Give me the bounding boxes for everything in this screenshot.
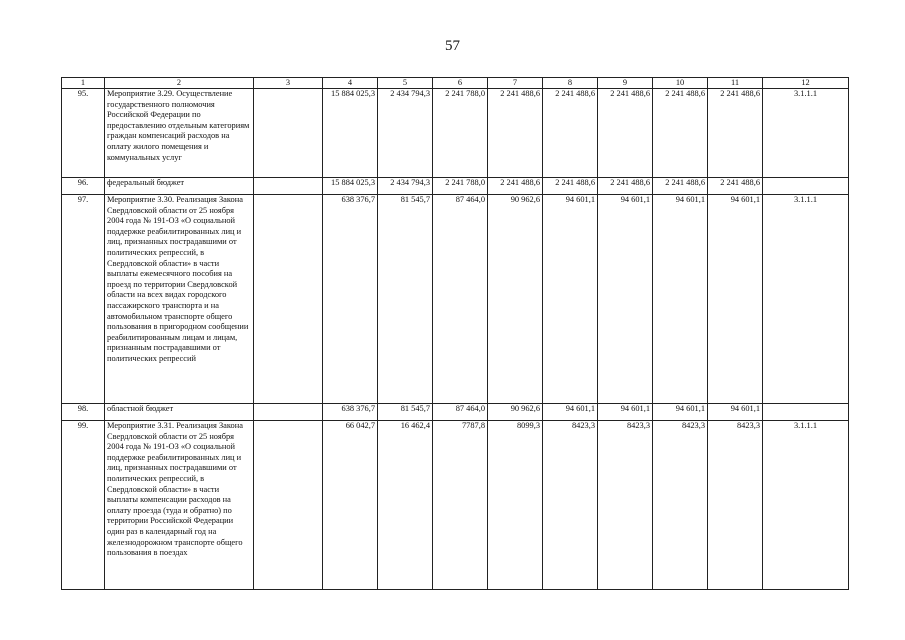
row-number: 98. xyxy=(62,404,105,421)
row-description: областной бюджет xyxy=(105,404,254,421)
row-number: 97. xyxy=(62,195,105,404)
table-row xyxy=(62,195,849,404)
column-header: 9 xyxy=(598,78,653,89)
row-amount: 8423,3 xyxy=(598,421,653,590)
row-amount: 87 464,0 xyxy=(433,195,488,404)
column-header: 12 xyxy=(763,78,849,89)
row-description: Мероприятие 3.29. Осуществление государственного полномочия Российской Федерации по предоставлению отдельным категориям граждан компенсаций расходов на оплату жилого помещения и коммунальных услуг xyxy=(105,89,254,178)
row-amount: 8423,3 xyxy=(543,421,598,590)
row-col3 xyxy=(254,195,323,404)
row-amount: 2 241 488,6 xyxy=(598,89,653,178)
row-target-code: 3.1.1.1 xyxy=(763,195,849,404)
row-amount: 94 601,1 xyxy=(708,404,763,421)
row-target-code: 3.1.1.1 xyxy=(763,421,849,590)
row-target-code xyxy=(763,404,849,421)
table-row xyxy=(62,421,849,590)
row-amount: 8423,3 xyxy=(653,421,708,590)
row-amount: 2 241 488,6 xyxy=(488,178,543,195)
row-amount: 81 545,7 xyxy=(378,195,433,404)
row-target-code xyxy=(763,178,849,195)
table-row xyxy=(62,178,849,195)
column-header: 2 xyxy=(105,78,254,89)
table-row xyxy=(62,89,849,178)
page-number: 57 xyxy=(445,38,460,54)
row-amount: 638 376,7 xyxy=(323,404,378,421)
row-col3 xyxy=(254,89,323,178)
row-amount: 15 884 025,3 xyxy=(323,89,378,178)
row-amount: 90 962,6 xyxy=(488,195,543,404)
row-amount: 66 042,7 xyxy=(323,421,378,590)
row-col3 xyxy=(254,421,323,590)
row-amount: 81 545,7 xyxy=(378,404,433,421)
row-amount: 2 241 488,6 xyxy=(543,178,598,195)
row-amount: 2 241 488,6 xyxy=(653,89,708,178)
row-amount: 8099,3 xyxy=(488,421,543,590)
row-description: Мероприятие 3.30. Реализация Закона Свердловской области от 25 ноября 2004 года № 191-ОЗ «О социальной поддержке реабилитированных лиц и лиц, признанных пострадавшими от политических репрессий, в Свердловской области» в части выплаты ежемесячного пособия на проезд по территории Свердловской области на всех видах городского пассажирского транспорта и на автомобильном транспорте общего пользования в пригородном сообщении реабилитированным лицам и лицам, признанным пострадавшими от политических репрессий xyxy=(105,195,254,404)
column-header: 6 xyxy=(433,78,488,89)
table-row xyxy=(62,404,849,421)
column-header: 7 xyxy=(488,78,543,89)
row-amount: 16 462,4 xyxy=(378,421,433,590)
row-col3 xyxy=(254,178,323,195)
row-amount: 94 601,1 xyxy=(708,195,763,404)
row-amount: 87 464,0 xyxy=(433,404,488,421)
budget-table xyxy=(61,77,849,590)
row-amount: 2 241 488,6 xyxy=(543,89,598,178)
row-amount: 2 241 488,6 xyxy=(488,89,543,178)
row-amount: 15 884 025,3 xyxy=(323,178,378,195)
row-col3 xyxy=(254,404,323,421)
row-amount: 2 241 488,6 xyxy=(708,89,763,178)
row-amount: 638 376,7 xyxy=(323,195,378,404)
row-amount: 2 434 794,3 xyxy=(378,178,433,195)
row-number: 95. xyxy=(62,89,105,178)
row-amount: 2 241 788,0 xyxy=(433,89,488,178)
column-header: 10 xyxy=(653,78,708,89)
row-number: 96. xyxy=(62,178,105,195)
row-amount: 90 962,6 xyxy=(488,404,543,421)
row-description: федеральный бюджет xyxy=(105,178,254,195)
row-number: 99. xyxy=(62,421,105,590)
row-amount: 2 241 488,6 xyxy=(598,178,653,195)
column-header: 4 xyxy=(323,78,378,89)
row-amount: 94 601,1 xyxy=(543,404,598,421)
column-header: 8 xyxy=(543,78,598,89)
table-body xyxy=(62,89,849,590)
column-header: 3 xyxy=(254,78,323,89)
row-amount: 7787,8 xyxy=(433,421,488,590)
row-amount: 94 601,1 xyxy=(598,404,653,421)
row-amount: 94 601,1 xyxy=(653,404,708,421)
row-description: Мероприятие 3.31. Реализация Закона Свердловской области от 25 ноября 2004 года № 191-ОЗ «О социальной поддержке реабилитированных лиц и лиц, признанных пострадавшими от политических репрессий, в Свердловской области» в части выплаты компенсации расходов на оплату проезда (туда и обратно) по территории Российской Федерации один раз в календарный год на железнодорожном транспорте общего пользования в поездах xyxy=(105,421,254,590)
column-header: 11 xyxy=(708,78,763,89)
row-amount: 8423,3 xyxy=(708,421,763,590)
row-amount: 2 241 788,0 xyxy=(433,178,488,195)
row-target-code: 3.1.1.1 xyxy=(763,89,849,178)
row-amount: 2 241 488,6 xyxy=(653,178,708,195)
row-amount: 2 434 794,3 xyxy=(378,89,433,178)
column-header: 5 xyxy=(378,78,433,89)
row-amount: 94 601,1 xyxy=(543,195,598,404)
row-amount: 94 601,1 xyxy=(598,195,653,404)
row-amount: 94 601,1 xyxy=(653,195,708,404)
header-row xyxy=(62,78,849,89)
column-header: 1 xyxy=(62,78,105,89)
row-amount: 2 241 488,6 xyxy=(708,178,763,195)
